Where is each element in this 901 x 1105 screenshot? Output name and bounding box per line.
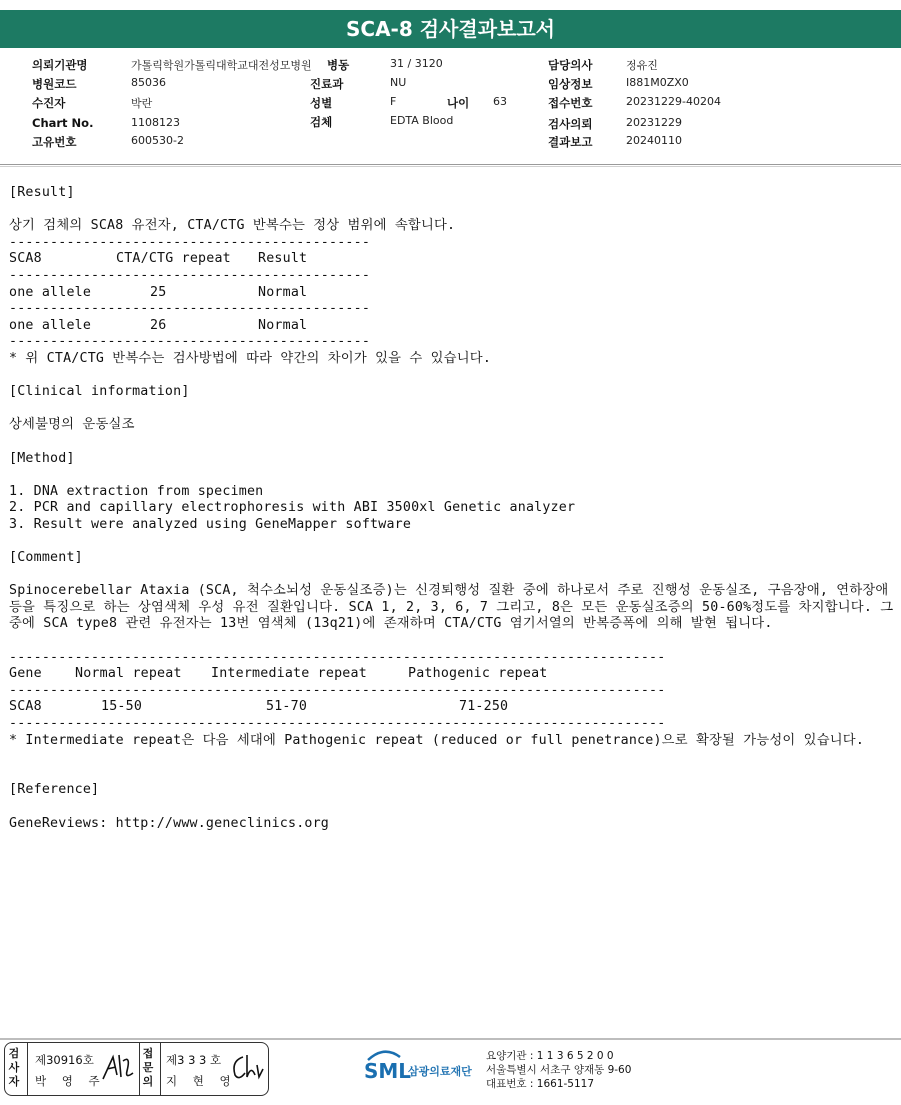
table-row: [9, 699, 894, 716]
comment-col-intermediate: Intermediate repeat: [211, 666, 367, 682]
footer-divider: [0, 1038, 901, 1040]
pathogenic-value: 71-250: [459, 699, 509, 715]
specimen-label: 검체: [310, 115, 333, 129]
confirmer-label-text: 접문의: [142, 1047, 154, 1088]
logo-text: SML: [364, 1059, 412, 1083]
report-title: SCA-8 검사결과보고서: [0, 10, 901, 48]
result-col-repeat: CTA/CTG repeat: [116, 251, 231, 267]
reference-text: GeneReviews: http://www.geneclinics.org: [9, 815, 330, 831]
inspector-label-text: 검사자: [8, 1047, 20, 1088]
hospital-code-value: 85036: [131, 76, 166, 89]
table-rule: --------------------------------------------------------------------------------: [9, 716, 666, 732]
comment-table-header: [9, 666, 894, 683]
allele-label: one allele: [9, 284, 92, 300]
age-value: 63: [493, 95, 507, 108]
result-summary: 상기 검체의 SCA8 유전자, CTA/CTG 반복수는 정상 범위에 속합니다.: [9, 218, 456, 234]
sex-label: 성별: [310, 96, 333, 110]
request-value: 20231229: [626, 116, 682, 129]
chart-value: 1108123: [131, 116, 180, 129]
institution-value: 가톨릭학원가톨릭대학교대전성모병원: [131, 59, 312, 72]
comment-col-pathogenic: Pathogenic repeat: [408, 666, 548, 682]
confirmer-number: 제3 3 3 호: [166, 1053, 222, 1067]
org-name: 삼광의료재단: [408, 1065, 472, 1078]
hospital-code-label: 병원코드: [32, 77, 77, 91]
result-value: Normal: [258, 317, 308, 333]
result-value: Normal: [258, 284, 308, 300]
table-rule: --------------------------------------------: [9, 301, 371, 317]
age-label: 나이: [447, 96, 470, 110]
doctor-label: 담당의사: [548, 58, 593, 72]
inspector-signature-icon: [101, 1051, 135, 1083]
unique-value: 600530-2: [131, 134, 184, 147]
result-note: * 위 CTA/CTG 반복수는 검사방법에 따라 약간의 차이가 있을 수 있습니다.: [9, 350, 492, 366]
method-heading: [Method]: [9, 450, 75, 466]
doctor-value: 정유진: [626, 59, 658, 72]
result-table-header: [9, 251, 894, 268]
ward-value: 31 / 3120: [390, 57, 443, 70]
confirmer-name: 지 현 영: [166, 1074, 237, 1088]
institution-number: 요양기관 : 1 1 3 6 5 2 0 0: [486, 1050, 614, 1062]
clinical-value: I881M0ZX0: [626, 76, 689, 89]
comment-heading: [Comment]: [9, 550, 83, 566]
confirmer-signature-icon: [229, 1051, 265, 1083]
receipt-label: 접수번호: [548, 96, 593, 110]
ward-label: 병동: [327, 58, 350, 72]
request-label: 검사의뢰: [548, 117, 593, 131]
patient-label: 수진자: [32, 96, 66, 110]
dept-label: 진료과: [310, 77, 344, 91]
phone: 대표번호 : 1661-5117: [486, 1078, 595, 1090]
inspector-number: 제30916호: [35, 1053, 94, 1067]
result-col-gene: SCA8: [9, 251, 42, 267]
table-rule: --------------------------------------------: [9, 334, 371, 350]
table-row: [9, 318, 894, 335]
contact-info: [486, 1049, 631, 1091]
sex-value: F: [390, 95, 397, 108]
report-date-label: 결과보고: [548, 135, 593, 149]
address: 서울특별시 서초구 양재동 9-60: [486, 1064, 632, 1076]
unique-label: 고유번호: [32, 135, 77, 149]
specimen-value: EDTA Blood: [390, 114, 454, 127]
confirmer-label: [142, 1047, 156, 1089]
comment-text: Spinocerebellar Ataxia (SCA, 척수소뇌성 운동실조증)는 신경퇴행성 질환 중에 하나로서 주로 진행성 운동실조, 구음장애, 연하장애 등을 특징으로 하는 상염색체 우성 유전 질환입니다. SCA 1, 2, 3, 6, 7 그리고, 8은 모든 운동실조증의 50-60%정도를 차지합니다. 그중에 SCA type8 관련 유전자는 13번 염색체 (13q21)에 존재하며 CTA/CTG 염기서열의 반복증폭에 의해 발현 됩니다.: [9, 583, 894, 632]
method-item: 1. DNA extraction from specimen: [9, 483, 264, 499]
result-col-result: Result: [258, 251, 308, 267]
table-rule: --------------------------------------------: [9, 267, 371, 283]
method-item: 2. PCR and capillary electrophoresis with ABI 3500xl Genetic analyzer: [9, 500, 576, 516]
comment-note: * Intermediate repeat은 다음 세대에 Pathogenic repeat (reduced or full penetrance)으로 확장될 가능성이 있습니다.: [9, 732, 865, 748]
dept-value: NU: [390, 76, 407, 89]
institution-label: 의뢰기관명: [32, 58, 88, 72]
method-item: 3. Result were analyzed using GeneMapper software: [9, 516, 412, 532]
report-date-value: 20240110: [626, 134, 682, 147]
table-rule: --------------------------------------------------------------------------------: [9, 649, 666, 665]
table-row: [9, 285, 894, 302]
header-divider-shadow: [0, 166, 901, 167]
clinical-label: 임상정보: [548, 77, 593, 91]
receipt-value: 20231229-40204: [626, 95, 721, 108]
repeat-value: 26: [150, 317, 167, 333]
clinical-text: 상세불명의 운동실조: [9, 417, 135, 433]
signature-box: [4, 1042, 269, 1096]
normal-value: 15-50: [101, 699, 143, 715]
comment-col-normal: Normal repeat: [75, 666, 182, 682]
allele-label: one allele: [9, 317, 92, 333]
chart-label: Chart No.: [32, 116, 94, 130]
sml-logo: [364, 1049, 484, 1085]
patient-info-block: [0, 52, 901, 156]
clinical-heading: [Clinical information]: [9, 384, 190, 400]
patient-value: 박란: [131, 97, 153, 110]
comment-col-gene: Gene: [9, 666, 42, 682]
inspector-label: [8, 1047, 22, 1089]
intermediate-value: 51-70: [266, 699, 308, 715]
report-body: [9, 185, 894, 832]
header-divider: [0, 164, 901, 165]
gene-value: SCA8: [9, 699, 42, 715]
reference-heading: [Reference]: [9, 782, 100, 798]
repeat-value: 25: [150, 284, 167, 300]
inspector-name: 박 영 주: [35, 1074, 106, 1088]
result-heading: [Result]: [9, 185, 75, 200]
table-rule: --------------------------------------------: [9, 234, 371, 250]
table-rule: --------------------------------------------------------------------------------: [9, 682, 666, 698]
